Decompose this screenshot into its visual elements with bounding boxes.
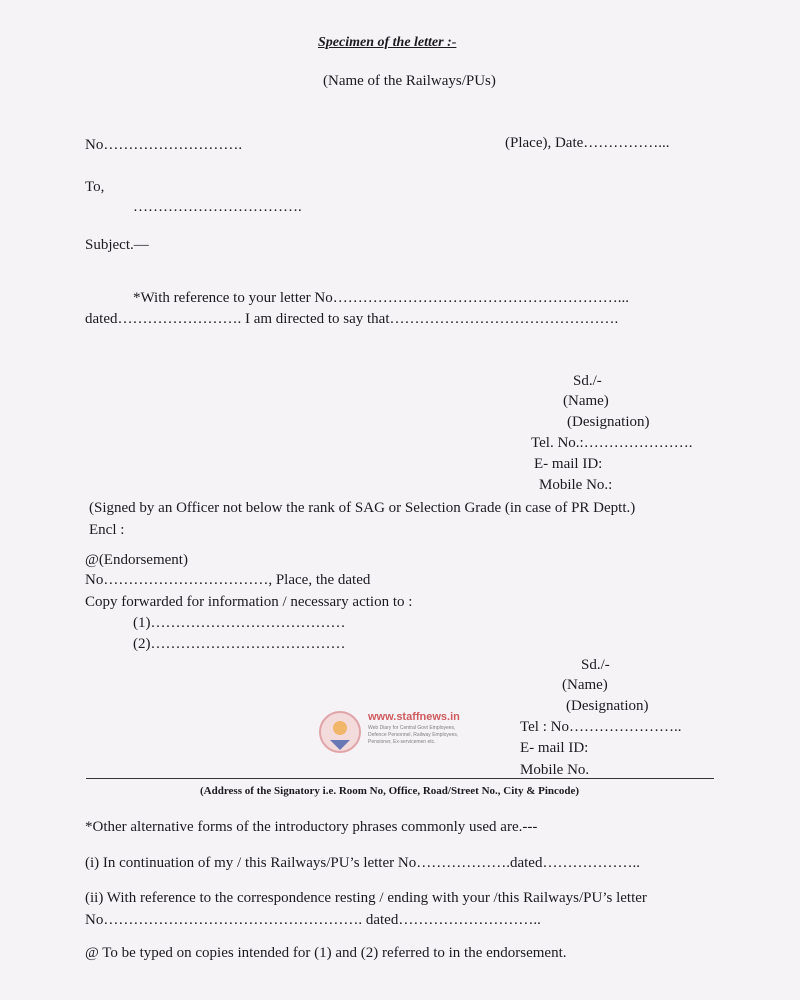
subject-label: Subject.— [85,237,149,253]
sig2-sd: Sd./- [581,657,610,673]
endorsement-copy: Copy forwarded for information / necessary action to : [85,594,413,610]
divider-line [86,778,714,779]
page-title: Specimen of the letter :- [318,35,457,50]
watermark-tagline-2: Defence Personnel, Railway Employees, [368,732,459,738]
to-address-line: ……………………………. [133,199,302,215]
signed-note: (Signed by an Officer not below the rank of SAG or Selection Grade (in case of PR Deptt.) [89,500,636,516]
staffnews-logo-icon [318,710,362,754]
body-line-1: *With reference to your letter No…………………………………………………... [133,290,629,306]
sig2-designation: (Designation) [566,698,649,714]
place-date: (Place), Date……………... [505,135,670,151]
alternative-item-2-line-2: No……………………………………………. dated……………………….. [85,912,541,928]
sig2-name: (Name) [562,677,608,693]
alternative-item-2-line-1: (ii) With reference to the correspondence resting / ending with your /this Railways/PU’s letter [85,890,647,906]
watermark-site: www.staffnews.in [368,711,460,723]
sig1-designation: (Designation) [567,414,650,430]
alternatives-heading: *Other alternative forms of the introductory phrases commonly used are.--- [85,819,538,835]
endorsement-heading: @(Endorsement) [85,552,188,568]
typing-note: @ To be typed on copies intended for (1) and (2) referred to in the endorsement. [85,945,567,961]
watermark-logo [318,710,468,756]
sig2-tel: Tel : No………………….. [520,719,682,735]
sig1-mobile: Mobile No.: [539,477,613,493]
encl-label: Encl : [89,522,125,538]
sig1-email: E- mail ID: [534,456,603,472]
watermark-tagline-3: Pensioner, Ex-servicemen etc. [368,739,436,745]
sig1-tel: Tel. No.:…………………. [531,435,693,451]
letter-no: No………………………. [85,137,243,153]
to-label: To, [85,179,105,195]
railway-name: (Name of the Railways/PUs) [323,73,496,89]
endorsement-no: No……………………………, Place, the dated [85,572,371,588]
alternative-item-1: (i) In continuation of my / this Railways/PU’s letter No……………….dated……………….. [85,855,640,871]
sig2-mobile: Mobile No. [520,762,590,778]
watermark-tagline-1: Web Diary for Central Govt Employees, [368,725,456,731]
body-line-2: dated……………………. I am directed to say that………………………………………. [85,311,619,327]
endorsement-item-1: (1)………………………………… [133,615,346,631]
sig1-sd: Sd./- [573,373,602,389]
endorsement-item-2: (2)………………………………… [133,636,346,652]
address-note: (Address of the Signatory i.e. Room No, Office, Road/Street No., City & Pincode) [200,785,580,797]
sig1-name: (Name) [563,393,609,409]
sig2-email: E- mail ID: [520,740,589,756]
